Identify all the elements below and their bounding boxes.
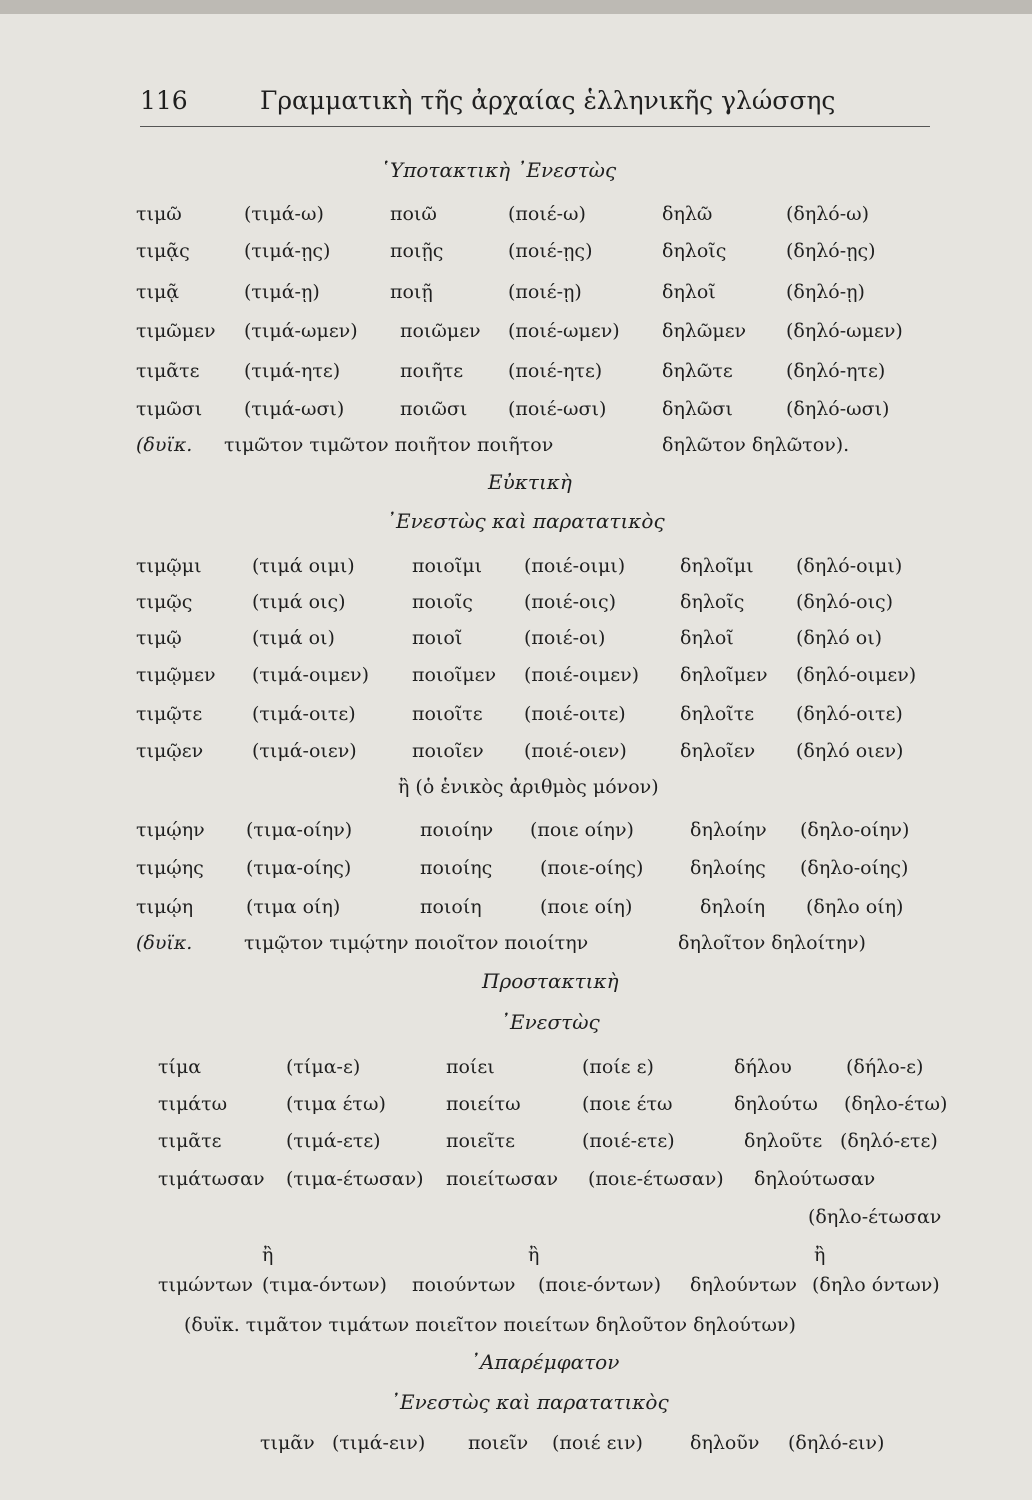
form: δηλοῦτε	[744, 1130, 823, 1152]
form: τιμῷμεν	[136, 664, 216, 686]
analysis: (δηλο όντων)	[812, 1274, 940, 1296]
form: ποιοῖμεν	[412, 664, 497, 686]
imperative-row	[0, 1168, 1032, 1198]
imperative-subheading: ᾿Ενεστὼς	[500, 1010, 600, 1034]
form: δηλοίη	[700, 896, 766, 918]
optative-row	[0, 857, 1032, 887]
analysis: (δηλό-οιμεν)	[796, 664, 917, 686]
analysis: (ποιε-όντων)	[538, 1274, 662, 1296]
analysis: (δηλο-οίην)	[800, 819, 910, 841]
page-number: 116	[140, 86, 188, 115]
form: τιμᾶτε	[158, 1130, 222, 1152]
form: τιμῷμι	[136, 555, 202, 577]
infinitive-subheading: ᾿Ενεστὼς καὶ παρατατικὸς	[390, 1390, 669, 1414]
analysis: (τιμά-ωσι)	[244, 398, 345, 420]
analysis: (ποιέ-οιμι)	[524, 555, 626, 577]
optative-row	[0, 819, 1032, 849]
form: δηλοῖεν	[680, 740, 756, 762]
analysis: (τιμά-ειν)	[332, 1432, 426, 1454]
analysis: (τιμα έτω)	[286, 1093, 386, 1115]
analysis: (ποιε οίη)	[540, 896, 633, 918]
optative-row	[0, 896, 1032, 926]
imperative-row	[0, 1056, 1032, 1086]
dual-forms: (δυϊκ. τιμᾶτον τιμάτων ποιεῖτον ποιείτων δηλοῦτον δηλούτων)	[184, 1314, 796, 1336]
analysis: (τιμά οις)	[252, 591, 346, 613]
form: ποιοῖς	[412, 591, 473, 613]
imperative-row	[0, 1274, 1032, 1304]
imperative-heading: Προστακτικὴ	[482, 969, 619, 993]
form: τιμᾷς	[136, 240, 190, 262]
analysis: (τιμα-οίης)	[246, 857, 352, 879]
imperative-dual-row	[0, 1314, 1032, 1344]
analysis: (τιμά-ητε)	[244, 360, 341, 382]
optative-row	[0, 627, 1032, 657]
analysis: (τιμά οι)	[252, 627, 335, 649]
form: δηλοίης	[690, 857, 766, 879]
form: δηλούτω	[734, 1093, 818, 1115]
dual-forms: τιμῷτον τιμῴτην ποιοῖτον ποιοίτην	[244, 932, 589, 954]
analysis: (δηλό-οιμι)	[796, 555, 903, 577]
analysis: (δηλο οίη)	[806, 896, 904, 918]
optative-subheading: ᾿Ενεστὼς καὶ παρατατικὸς	[386, 509, 665, 533]
or-mark: ἢ	[262, 1244, 274, 1266]
form: τιμώντων	[158, 1274, 253, 1296]
form: ποιεῖτε	[446, 1130, 516, 1152]
form: ποιῇς	[390, 240, 444, 262]
form: δηλούντων	[690, 1274, 797, 1296]
analysis: (τιμα-οίην)	[246, 819, 353, 841]
form: ποιεῖν	[468, 1432, 529, 1454]
form: τιμῷ	[136, 627, 182, 649]
optative-row	[0, 740, 1032, 770]
form: ποιοίη	[420, 896, 482, 918]
form: τιμῶμεν	[136, 320, 216, 342]
analysis: (ποιε οίην)	[530, 819, 634, 841]
analysis: (ποιε-οίης)	[540, 857, 644, 879]
form: ποιοῖεν	[412, 740, 484, 762]
form: τιμάτωσαν	[158, 1168, 265, 1190]
analysis: (ποίε ε)	[582, 1056, 654, 1078]
subjunctive-row	[0, 240, 1032, 270]
analysis: (τιμα-έτωσαν)	[286, 1168, 424, 1190]
subjunctive-dual-row	[0, 434, 1032, 464]
analysis: (δηλό οι)	[796, 627, 883, 649]
form: τιμῴης	[136, 857, 204, 879]
form: δηλῶτε	[662, 360, 733, 382]
form: ποιῶ	[390, 203, 437, 225]
form: τιμῶ	[136, 203, 182, 225]
form: ποιῶμεν	[400, 320, 481, 342]
analysis: (δηλό-οιτε)	[796, 703, 903, 725]
form: ποιούντων	[412, 1274, 516, 1296]
form: δήλου	[734, 1056, 792, 1078]
imperative-row	[0, 1093, 1032, 1123]
form: ποιοῖμι	[412, 555, 483, 577]
analysis: (δηλό-ῃ)	[786, 281, 865, 303]
analysis: (δηλό-ῃς)	[786, 240, 876, 262]
analysis: (ποιέ-ωσι)	[508, 398, 607, 420]
dual-forms: τιμῶτον τιμῶτον ποιῆτον ποιῆτον	[224, 434, 554, 456]
form: ποίει	[446, 1056, 495, 1078]
analysis: (δηλό-ω)	[786, 203, 870, 225]
form: ποιῶσι	[400, 398, 468, 420]
optative-row	[0, 664, 1032, 694]
form: τίμα	[158, 1056, 202, 1078]
subjunctive-row	[0, 398, 1032, 428]
analysis: (ποιε-έτωσαν)	[588, 1168, 724, 1190]
analysis: (ποιε έτω	[582, 1093, 673, 1115]
analysis: (δηλο-οίης)	[800, 857, 909, 879]
form: τιμῷς	[136, 591, 193, 613]
imperative-row	[0, 1130, 1032, 1160]
form: ποιοῖ	[412, 627, 463, 649]
subjunctive-row	[0, 281, 1032, 311]
form: δηλοῖμι	[680, 555, 754, 577]
dual-forms: δηλῶτον δηλῶτον).	[662, 434, 850, 456]
form: δηλοίην	[690, 819, 767, 841]
form: ποιείτωσαν	[446, 1168, 559, 1190]
analysis: (ποιέ-οις)	[524, 591, 616, 613]
analysis: (τιμά-ετε)	[286, 1130, 381, 1152]
analysis: (ποιέ-ωμεν)	[508, 320, 620, 342]
form: ποιοίην	[420, 819, 494, 841]
analysis: (δηλό-οις)	[796, 591, 894, 613]
analysis: (ποιέ-ω)	[508, 203, 586, 225]
form: ποιοῖτε	[412, 703, 483, 725]
subjunctive-row	[0, 320, 1032, 350]
analysis: (τιμα-όντων)	[262, 1274, 387, 1296]
or-note: ἢ (ὁ ἑνικὸς ἀριθμὸς μόνον)	[398, 776, 659, 798]
analysis: (τιμά-οιεν)	[252, 740, 357, 762]
infinitive-heading: ᾿Απαρέμφατον	[470, 1350, 620, 1374]
infinitive-row	[0, 1432, 1032, 1462]
or-mark: ἢ	[814, 1244, 826, 1266]
analysis: (δηλο-έτω)	[844, 1093, 948, 1115]
form: δηλοῖς	[680, 591, 745, 613]
form: δηλοῦν	[690, 1432, 760, 1454]
form: δηλούτωσαν	[754, 1168, 876, 1190]
analysis: (τιμά-οιμεν)	[252, 664, 370, 686]
form: δηλοῖτε	[680, 703, 755, 725]
optative-dual-row	[0, 932, 1032, 962]
subjunctive-row	[0, 360, 1032, 390]
imperative-continuation	[0, 1206, 1032, 1236]
analysis: (τιμά-ωμεν)	[244, 320, 358, 342]
header-rule	[140, 126, 930, 127]
running-title: Γραμματικὴ τῆς ἀρχαίας ἑλληνικῆς γλώσσης	[260, 86, 836, 115]
dual-forms: δηλοῖτον δηλοίτην)	[678, 932, 866, 954]
analysis: (ποιέ-οιμεν)	[524, 664, 640, 686]
analysis: (τιμά οιμι)	[252, 555, 355, 577]
optative-row	[0, 703, 1032, 733]
form: τιμᾶτε	[136, 360, 200, 382]
analysis: (ποιέ-ῃ)	[508, 281, 582, 303]
subjunctive-heading: ῾Υποτακτικὴ ᾿Ενεστὼς	[380, 158, 617, 182]
form: ποιείτω	[446, 1093, 521, 1115]
analysis: (τιμα οίη)	[246, 896, 341, 918]
analysis: (τίμα-ε)	[286, 1056, 361, 1078]
analysis: (τιμά-ω)	[244, 203, 324, 225]
form: δηλοῖμεν	[680, 664, 768, 686]
form: ποιῆτε	[400, 360, 464, 382]
analysis: (δήλο-ε)	[846, 1056, 924, 1078]
scan-edge	[0, 0, 1032, 14]
analysis: (δηλό οιεν)	[796, 740, 904, 762]
form: δηλοῖ	[662, 281, 716, 303]
analysis: (δηλό-ετε)	[840, 1130, 938, 1152]
analysis: (τιμά-ῃς)	[244, 240, 331, 262]
analysis: (ποιέ ειν)	[552, 1432, 643, 1454]
optative-row	[0, 555, 1032, 585]
dual-label: (δυϊκ.	[136, 932, 193, 954]
analysis: (δηλο-έτωσαν	[808, 1206, 942, 1228]
form: τιμάτω	[158, 1093, 228, 1115]
analysis: (δηλό-ωσι)	[786, 398, 890, 420]
form: τιμῴην	[136, 819, 205, 841]
analysis: (τιμά-ῃ)	[244, 281, 320, 303]
or-mark: ἢ	[528, 1244, 540, 1266]
optative-row	[0, 591, 1032, 621]
form: ποιῇ	[390, 281, 433, 303]
form: τιμῷτε	[136, 703, 203, 725]
form: τιμῴη	[136, 896, 194, 918]
form: δηλοῖς	[662, 240, 727, 262]
analysis: (ποιέ-οιεν)	[524, 740, 627, 762]
form: τιμᾷ	[136, 281, 180, 303]
analysis: (ποιέ-οιτε)	[524, 703, 626, 725]
form: τιμᾶν	[260, 1432, 315, 1454]
form: τιμῷεν	[136, 740, 204, 762]
form: δηλοῖ	[680, 627, 734, 649]
analysis: (ποιέ-οι)	[524, 627, 606, 649]
form: ποιοίης	[420, 857, 493, 879]
form: δηλῶσι	[662, 398, 733, 420]
optative-or-line	[0, 776, 1032, 806]
dual-label: (δυϊκ.	[136, 434, 193, 456]
subjunctive-row	[0, 203, 1032, 233]
analysis: (δηλό-ειν)	[788, 1432, 885, 1454]
form: δηλῶ	[662, 203, 713, 225]
analysis: (ποιέ-ῃς)	[508, 240, 593, 262]
analysis: (δηλό-ητε)	[786, 360, 886, 382]
analysis: (ποιέ-ητε)	[508, 360, 603, 382]
analysis: (δηλό-ωμεν)	[786, 320, 903, 342]
form: δηλῶμεν	[662, 320, 747, 342]
form: τιμῶσι	[136, 398, 203, 420]
analysis: (ποιέ-ετε)	[582, 1130, 675, 1152]
analysis: (τιμά-οιτε)	[252, 703, 356, 725]
optative-heading: Εὐκτικὴ	[488, 470, 572, 494]
imperative-or-marks	[0, 1244, 1032, 1274]
